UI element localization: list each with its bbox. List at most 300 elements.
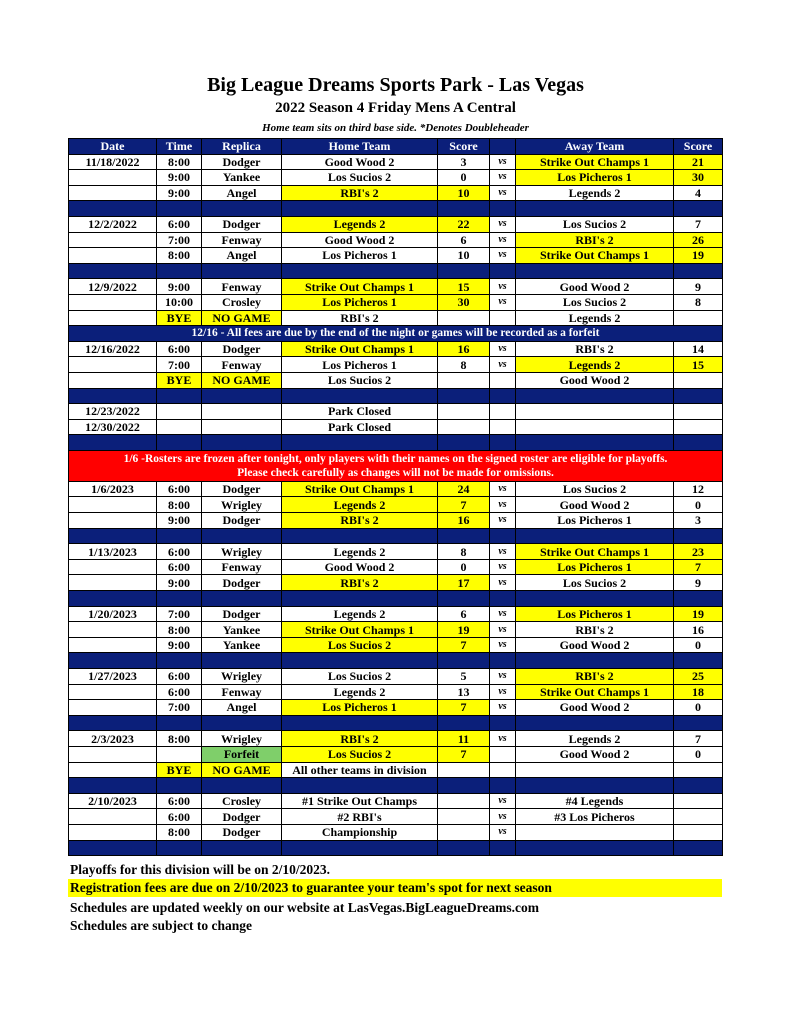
date-cell: 1/13/2023 — [69, 544, 157, 560]
date-cell — [69, 559, 157, 575]
separator-cell — [490, 388, 516, 404]
home-score-cell: 11 — [438, 731, 490, 747]
vs-cell: vs — [490, 248, 516, 264]
replica-cell: NO GAME — [202, 372, 282, 388]
time-cell — [157, 404, 202, 420]
separator-cell — [674, 528, 723, 544]
date-cell: 2/10/2023 — [69, 793, 157, 809]
away-score-cell: 9 — [674, 279, 723, 295]
vs-cell: vs — [490, 700, 516, 716]
date-cell — [69, 294, 157, 310]
date-cell: 2/3/2023 — [69, 731, 157, 747]
separator-row — [69, 388, 723, 404]
separator-cell — [674, 591, 723, 607]
separator-cell — [490, 263, 516, 279]
col-header-time: Time — [157, 139, 202, 155]
table-row — [69, 372, 723, 388]
home-score-cell — [438, 404, 490, 420]
away-score-cell: 14 — [674, 341, 723, 357]
away-score-cell: 0 — [674, 497, 723, 513]
home-score-cell — [438, 809, 490, 825]
away-score-cell — [674, 809, 723, 825]
away-score-cell: 30 — [674, 170, 723, 186]
replica-cell: Angel — [202, 185, 282, 201]
date-cell: 1/6/2023 — [69, 481, 157, 497]
away-team-cell: #4 Legends — [516, 793, 674, 809]
separator-cell — [282, 840, 438, 856]
table-row — [69, 248, 723, 264]
roster-notice-row — [69, 450, 723, 481]
home-score-cell: 16 — [438, 341, 490, 357]
separator-cell — [674, 388, 723, 404]
home-team-cell: Strike Out Champs 1 — [282, 279, 438, 295]
home-team-cell: RBI's 2 — [282, 513, 438, 529]
vs-cell — [490, 310, 516, 326]
table-row — [69, 684, 723, 700]
away-team-cell: Los Picheros 1 — [516, 513, 674, 529]
separator-cell — [438, 778, 490, 794]
separator-row — [69, 840, 723, 856]
registration-note: Registration fees are due on 2/10/2023 to guarantee your team's spot for next season — [68, 879, 722, 897]
separator-cell — [282, 653, 438, 669]
home-team-cell: Strike Out Champs 1 — [282, 481, 438, 497]
away-score-cell — [674, 372, 723, 388]
separator-cell — [490, 528, 516, 544]
separator-cell — [202, 840, 282, 856]
separator-row — [69, 591, 723, 607]
home-team-cell: Los Picheros 1 — [282, 357, 438, 373]
roster-notice-line1: 1/6 -Rosters are frozen after tonight, only players with their names on the signed roster are eligible for playoffs. — [123, 452, 668, 465]
away-team-cell: Legends 2 — [516, 310, 674, 326]
home-score-cell — [438, 372, 490, 388]
away-team-cell: Legends 2 — [516, 731, 674, 747]
separator-cell — [674, 201, 723, 217]
vs-cell: vs — [490, 559, 516, 575]
away-score-cell: 25 — [674, 669, 723, 685]
vs-cell: vs — [490, 185, 516, 201]
replica-cell: Angel — [202, 248, 282, 264]
vs-cell — [490, 404, 516, 420]
schedule-body — [69, 154, 723, 856]
home-team-cell: #1 Strike Out Champs — [282, 793, 438, 809]
away-team-cell: RBI's 2 — [516, 669, 674, 685]
time-cell: 8:00 — [157, 824, 202, 840]
away-team-cell: Los Sucios 2 — [516, 575, 674, 591]
separator-cell — [516, 840, 674, 856]
date-cell — [69, 357, 157, 373]
table-row — [69, 544, 723, 560]
vs-cell: vs — [490, 544, 516, 560]
table-row — [69, 669, 723, 685]
home-score-cell: 0 — [438, 559, 490, 575]
away-team-cell: RBI's 2 — [516, 232, 674, 248]
replica-cell: Crosley — [202, 793, 282, 809]
separator-cell — [282, 201, 438, 217]
home-team-cell: Los Sucios 2 — [282, 372, 438, 388]
away-team-cell: Good Wood 2 — [516, 700, 674, 716]
separator-cell — [516, 388, 674, 404]
separator-cell — [157, 263, 202, 279]
table-row — [69, 357, 723, 373]
vs-cell: vs — [490, 154, 516, 170]
time-cell: 7:00 — [157, 357, 202, 373]
time-cell: 6:00 — [157, 793, 202, 809]
away-score-cell: 9 — [674, 575, 723, 591]
time-cell: 7:00 — [157, 606, 202, 622]
separator-row — [69, 778, 723, 794]
vs-cell: vs — [490, 216, 516, 232]
home-team-cell: Los Sucios 2 — [282, 170, 438, 186]
separator-cell — [202, 388, 282, 404]
vs-cell: vs — [490, 637, 516, 653]
home-score-cell: 22 — [438, 216, 490, 232]
col-header-date: Date — [69, 139, 157, 155]
vs-cell: vs — [490, 481, 516, 497]
separator-cell — [516, 435, 674, 451]
table-row — [69, 185, 723, 201]
separator-cell — [202, 528, 282, 544]
separator-cell — [490, 591, 516, 607]
date-cell — [69, 622, 157, 638]
away-score-cell — [674, 310, 723, 326]
home-team-cell: Los Picheros 1 — [282, 700, 438, 716]
time-cell: 8:00 — [157, 154, 202, 170]
date-cell — [69, 575, 157, 591]
home-score-cell — [438, 793, 490, 809]
home-score-cell: 5 — [438, 669, 490, 685]
table-row — [69, 404, 723, 420]
time-cell — [157, 746, 202, 762]
home-score-cell: 15 — [438, 279, 490, 295]
date-cell: 12/16/2022 — [69, 341, 157, 357]
separator-cell — [282, 263, 438, 279]
separator-cell — [69, 840, 157, 856]
replica-cell: Wrigley — [202, 669, 282, 685]
replica-cell: Yankee — [202, 637, 282, 653]
date-cell — [69, 513, 157, 529]
date-cell — [69, 762, 157, 778]
away-score-cell: 4 — [674, 185, 723, 201]
home-team-cell: RBI's 2 — [282, 575, 438, 591]
separator-cell — [438, 653, 490, 669]
away-score-cell: 7 — [674, 216, 723, 232]
separator-cell — [157, 653, 202, 669]
vs-cell: vs — [490, 731, 516, 747]
away-team-cell: Legends 2 — [516, 185, 674, 201]
separator-cell — [438, 388, 490, 404]
vs-cell: vs — [490, 513, 516, 529]
separator-cell — [282, 591, 438, 607]
separator-cell — [516, 201, 674, 217]
change-note: Schedules are subject to change — [70, 918, 252, 933]
table-row — [69, 341, 723, 357]
playoffs-note: Playoffs for this division will be on 2/10/2023. — [70, 862, 331, 877]
date-cell — [69, 824, 157, 840]
home-team-cell: #2 RBI's — [282, 809, 438, 825]
col-header-away-score: Score — [674, 139, 723, 155]
replica-cell: Dodger — [202, 481, 282, 497]
table-row — [69, 154, 723, 170]
home-score-cell: 8 — [438, 357, 490, 373]
away-team-cell: Good Wood 2 — [516, 746, 674, 762]
separator-cell — [438, 528, 490, 544]
home-team-cell: Park Closed — [282, 419, 438, 435]
table-row — [69, 279, 723, 295]
separator-cell — [516, 715, 674, 731]
away-score-cell: 12 — [674, 481, 723, 497]
separator-row — [69, 715, 723, 731]
time-cell: 9:00 — [157, 575, 202, 591]
col-header-away-team: Away Team — [516, 139, 674, 155]
table-row — [69, 310, 723, 326]
home-team-cell: RBI's 2 — [282, 185, 438, 201]
separator-cell — [157, 388, 202, 404]
table-row — [69, 637, 723, 653]
table-row — [69, 559, 723, 575]
replica-cell: Fenway — [202, 357, 282, 373]
separator-cell — [490, 840, 516, 856]
away-team-cell: RBI's 2 — [516, 341, 674, 357]
away-team-cell: Strike Out Champs 1 — [516, 684, 674, 700]
time-cell: 6:00 — [157, 481, 202, 497]
time-cell: 8:00 — [157, 731, 202, 747]
date-cell — [69, 700, 157, 716]
home-score-cell — [438, 762, 490, 778]
separator-cell — [438, 263, 490, 279]
home-team-cell: Legends 2 — [282, 544, 438, 560]
page-title: Big League Dreams Sports Park - Las Vegas — [207, 74, 584, 96]
table-row — [69, 575, 723, 591]
table-row — [69, 731, 723, 747]
home-score-cell — [438, 824, 490, 840]
replica-cell: Wrigley — [202, 731, 282, 747]
replica-cell — [202, 419, 282, 435]
time-cell: 10:00 — [157, 294, 202, 310]
header-note: Home team sits on third base side. *Denotes Doubleheader — [262, 122, 529, 134]
replica-cell: Fenway — [202, 684, 282, 700]
time-cell: 6:00 — [157, 544, 202, 560]
time-cell: 6:00 — [157, 684, 202, 700]
table-row — [69, 824, 723, 840]
away-team-cell: Good Wood 2 — [516, 637, 674, 653]
separator-cell — [516, 653, 674, 669]
notice-row — [69, 326, 723, 342]
separator-cell — [202, 778, 282, 794]
separator-cell — [157, 591, 202, 607]
separator-cell — [282, 388, 438, 404]
away-score-cell — [674, 824, 723, 840]
away-score-cell — [674, 793, 723, 809]
time-cell: 9:00 — [157, 185, 202, 201]
away-team-cell: Good Wood 2 — [516, 372, 674, 388]
date-cell — [69, 248, 157, 264]
separator-cell — [69, 201, 157, 217]
schedule-table — [68, 138, 723, 856]
home-score-cell: 24 — [438, 481, 490, 497]
separator-cell — [282, 528, 438, 544]
roster-notice — [69, 450, 723, 481]
replica-cell: Crosley — [202, 294, 282, 310]
separator-row — [69, 263, 723, 279]
home-score-cell: 7 — [438, 497, 490, 513]
replica-cell: Fenway — [202, 279, 282, 295]
date-cell — [69, 746, 157, 762]
replica-cell: Yankee — [202, 170, 282, 186]
separator-cell — [202, 201, 282, 217]
home-team-cell: Strike Out Champs 1 — [282, 622, 438, 638]
replica-cell: Yankee — [202, 622, 282, 638]
table-row — [69, 170, 723, 186]
vs-cell: vs — [490, 824, 516, 840]
separator-cell — [157, 778, 202, 794]
date-cell: 11/18/2022 — [69, 154, 157, 170]
away-team-cell: Los Sucios 2 — [516, 294, 674, 310]
away-score-cell — [674, 762, 723, 778]
replica-cell: Dodger — [202, 341, 282, 357]
home-score-cell: 19 — [438, 622, 490, 638]
time-cell: 6:00 — [157, 341, 202, 357]
col-header-replica: Replica — [202, 139, 282, 155]
away-score-cell: 19 — [674, 606, 723, 622]
table-row — [69, 481, 723, 497]
vs-cell — [490, 762, 516, 778]
away-team-cell — [516, 419, 674, 435]
vs-cell — [490, 372, 516, 388]
separator-cell — [674, 840, 723, 856]
separator-row — [69, 435, 723, 451]
separator-cell — [282, 715, 438, 731]
away-score-cell: 8 — [674, 294, 723, 310]
replica-cell: Dodger — [202, 809, 282, 825]
time-cell: 8:00 — [157, 248, 202, 264]
time-cell: 9:00 — [157, 170, 202, 186]
home-team-cell: Legends 2 — [282, 216, 438, 232]
time-cell: 9:00 — [157, 637, 202, 653]
separator-cell — [490, 435, 516, 451]
home-score-cell: 7 — [438, 637, 490, 653]
replica-cell: NO GAME — [202, 762, 282, 778]
away-score-cell: 21 — [674, 154, 723, 170]
away-score-cell: 15 — [674, 357, 723, 373]
separator-cell — [438, 840, 490, 856]
vs-cell — [490, 419, 516, 435]
separator-cell — [490, 715, 516, 731]
home-team-cell: Los Sucios 2 — [282, 746, 438, 762]
notice-text: 12/16 - All fees are due by the end of the night or games will be recorded as a forfeit — [69, 326, 723, 342]
separator-cell — [516, 778, 674, 794]
date-cell — [69, 637, 157, 653]
away-team-cell: Los Sucios 2 — [516, 216, 674, 232]
separator-cell — [438, 591, 490, 607]
time-cell — [157, 419, 202, 435]
table-row — [69, 622, 723, 638]
home-team-cell: Los Picheros 1 — [282, 248, 438, 264]
away-score-cell: 0 — [674, 746, 723, 762]
home-team-cell: Good Wood 2 — [282, 559, 438, 575]
home-score-cell: 3 — [438, 154, 490, 170]
separator-cell — [157, 528, 202, 544]
date-cell: 1/27/2023 — [69, 669, 157, 685]
table-row — [69, 294, 723, 310]
table-row — [69, 746, 723, 762]
header-row — [69, 139, 723, 155]
away-score-cell — [674, 404, 723, 420]
home-team-cell: Los Sucios 2 — [282, 669, 438, 685]
table-row — [69, 419, 723, 435]
col-header-vs — [490, 139, 516, 155]
away-team-cell: Los Picheros 1 — [516, 559, 674, 575]
time-cell: 9:00 — [157, 279, 202, 295]
separator-row — [69, 653, 723, 669]
separator-cell — [516, 528, 674, 544]
home-team-cell: Legends 2 — [282, 497, 438, 513]
replica-cell: Dodger — [202, 606, 282, 622]
vs-cell: vs — [490, 684, 516, 700]
replica-cell: Dodger — [202, 513, 282, 529]
date-cell — [69, 497, 157, 513]
replica-cell: Fenway — [202, 559, 282, 575]
separator-cell — [157, 840, 202, 856]
home-score-cell: 16 — [438, 513, 490, 529]
vs-cell: vs — [490, 606, 516, 622]
separator-cell — [674, 778, 723, 794]
vs-cell: vs — [490, 232, 516, 248]
away-score-cell: 26 — [674, 232, 723, 248]
separator-cell — [282, 778, 438, 794]
time-cell: 6:00 — [157, 669, 202, 685]
home-team-cell: RBI's 2 — [282, 731, 438, 747]
separator-cell — [69, 591, 157, 607]
time-cell: BYE — [157, 762, 202, 778]
replica-cell: Dodger — [202, 154, 282, 170]
separator-cell — [157, 201, 202, 217]
date-cell: 12/2/2022 — [69, 216, 157, 232]
vs-cell: vs — [490, 669, 516, 685]
separator-cell — [202, 715, 282, 731]
table-row — [69, 497, 723, 513]
away-team-cell: Strike Out Champs 1 — [516, 248, 674, 264]
vs-cell: vs — [490, 357, 516, 373]
home-score-cell — [438, 310, 490, 326]
separator-cell — [674, 653, 723, 669]
replica-cell: Angel — [202, 700, 282, 716]
home-team-cell: RBI's 2 — [282, 310, 438, 326]
home-score-cell: 7 — [438, 700, 490, 716]
away-team-cell: Los Picheros 1 — [516, 170, 674, 186]
home-team-cell: Park Closed — [282, 404, 438, 420]
home-score-cell: 17 — [438, 575, 490, 591]
date-cell — [69, 809, 157, 825]
home-team-cell: Los Picheros 1 — [282, 294, 438, 310]
date-cell — [69, 232, 157, 248]
separator-row — [69, 528, 723, 544]
col-header-home-score: Score — [438, 139, 490, 155]
away-team-cell: #3 Los Picheros — [516, 809, 674, 825]
replica-cell: Wrigley — [202, 497, 282, 513]
website-note: Schedules are updated weekly on our website at LasVegas.BigLeagueDreams.com — [70, 900, 540, 915]
vs-cell: vs — [490, 793, 516, 809]
away-score-cell: 7 — [674, 559, 723, 575]
time-cell: 6:00 — [157, 216, 202, 232]
time-cell: 7:00 — [157, 700, 202, 716]
date-cell: 12/9/2022 — [69, 279, 157, 295]
separator-cell — [69, 435, 157, 451]
separator-cell — [202, 435, 282, 451]
vs-cell: vs — [490, 809, 516, 825]
date-cell: 12/30/2022 — [69, 419, 157, 435]
table-row — [69, 606, 723, 622]
away-score-cell — [674, 419, 723, 435]
